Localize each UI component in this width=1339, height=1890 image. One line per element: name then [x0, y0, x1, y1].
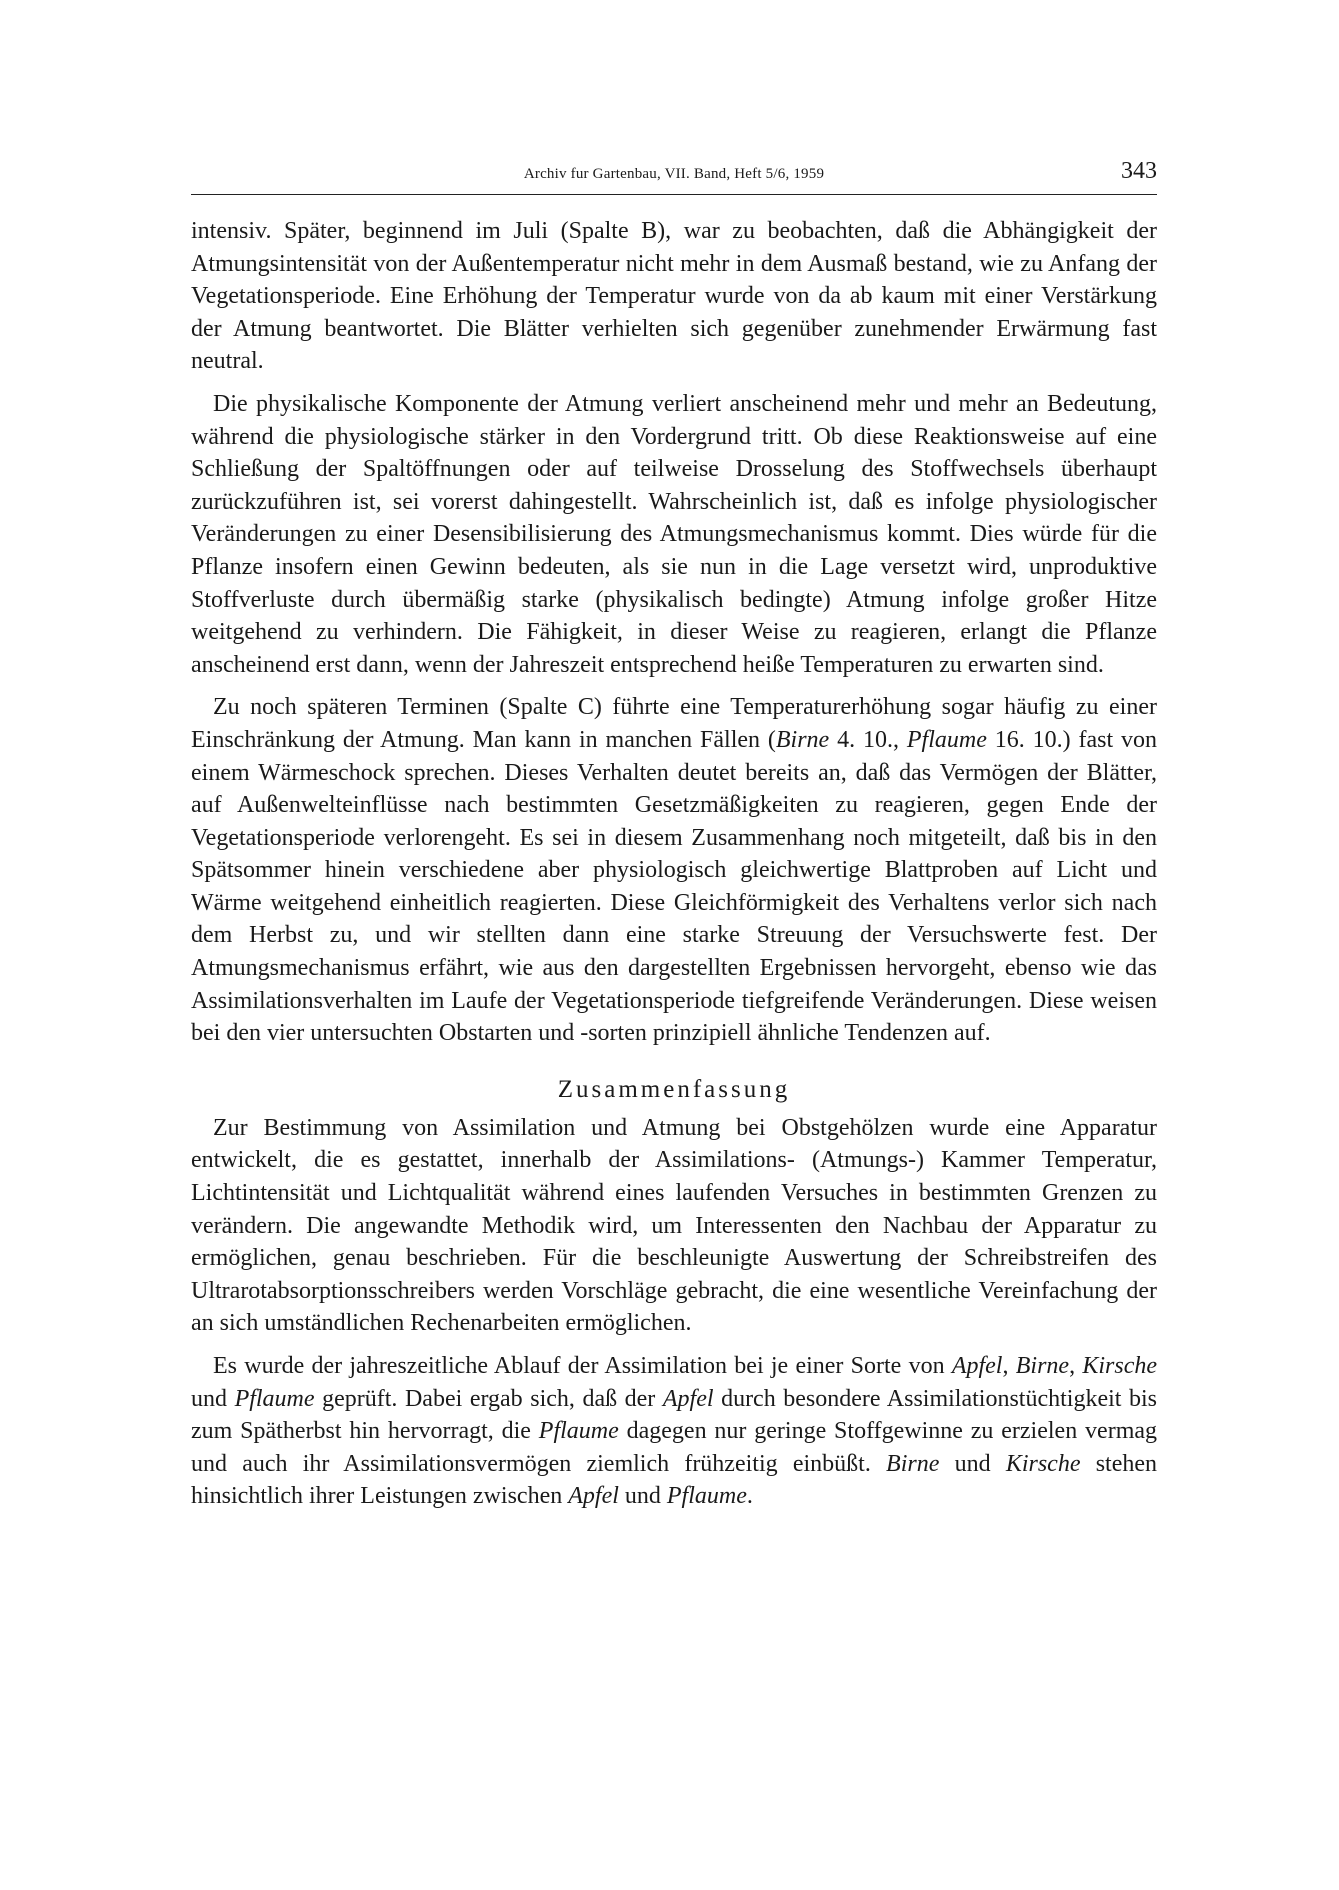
summary-p2-s10: und: [618, 1483, 667, 1510]
summary-p2-s5: geprüft. Dabei ergab sich, daß der: [314, 1385, 663, 1412]
summary-p2-s3: ,: [1069, 1353, 1083, 1379]
species-pflaume: Pflaume: [906, 726, 987, 753]
paragraph-2: Die physikalische Komponente der Atmung verliert anscheinend mehr und mehr an Bedeutung, während die physiologische stärker in den Vordergrund tritt. Ob diese Reaktionsweise auf eine Schließung der Spaltöffnungen oder auf teilweise Drosselung des Stoffwechsels überhaupt zurückzuführen ist, sei vorerst dahingestellt. Wahrscheinlich ist, daß es infolge physiologischer Veränderungen zu einer Desensibilisierung des Atmungsmechanismus kommt. Dies würde für die Pflanze insofern einen Gewinn bedeuten, als sie nun in die Lage versetzt wird, unproduktive Stoffverluste durch übermäßig starke (physikalisch bedingte) Atmung infolge großer Hitze weitgehend zu verhindern. Die Fähigkeit, in dieser Weise zu reagieren, erlangt die Pflanze anscheinend erst dann, wenn der Jahreszeit entsprechend heiße Temperaturen zu erwarten sind.: [191, 390, 1157, 678]
species-pflaume: Pflaume: [234, 1385, 315, 1412]
species-apfel: Apfel: [662, 1385, 714, 1412]
summary-p2-s1: Es wurde der jahreszeitliche Ablauf der Assimilation bei je einer Sorte von: [213, 1353, 952, 1379]
species-pflaume: Pflaume: [538, 1418, 619, 1445]
paragraph-1: intensiv. Später, beginnend im Juli (Spalte B), war zu beobachten, daß die Abhängigkeit der Atmungsintensität von der Außentemperatur nicht mehr in dem Ausmaß bestand, wie zu Anfang der Vegetationsperiode. Eine Erhöhung der Temperatur wurde von da ab kaum mit einer Verstärkung der Atmung beantwortet. Die Blätter verhielten sich gegenüber zunehmender Erwärmung fast neutral.: [191, 218, 1157, 375]
species-birne: Birne: [1015, 1353, 1070, 1379]
species-apfel: Apfel: [951, 1353, 1003, 1379]
body-text: [191, 215, 1157, 1513]
species-pflaume: Pflaume: [666, 1483, 747, 1510]
summary-p2-s7: dagegen nur geringe Stoffgewinne zu erzielen vermag und auch ihr Assimilationsvermögen ziemlich frühzeitig einbüßt.: [191, 1418, 1158, 1477]
species-birne: Birne: [775, 726, 830, 753]
summary-p2-s11: .: [746, 1483, 753, 1510]
paragraph-3-part-2: 4. 10.,: [829, 726, 907, 753]
summary-p2-s9: stehen hinsichtlich ihrer Leistungen zwischen: [191, 1450, 1158, 1510]
summary-p2-s6: durch besondere Assimilationstüchtigkeit bis zum Spätherbst hin hervorragt, die: [191, 1385, 1158, 1445]
paragraph-3-part-1: Zu noch späteren Terminen (Spalte C) führte eine Temperaturerhöhung sogar häufig zu einer Einschränkung der Atmung. Man kann in manchen Fällen (: [191, 694, 1157, 753]
summary-p2-s2: ,: [1002, 1353, 1016, 1379]
species-kirsche: Kirsche: [1082, 1353, 1158, 1379]
summary-p2-s8: und: [939, 1450, 1006, 1477]
species-birne: Birne: [886, 1450, 940, 1477]
summary-paragraph-2: [191, 1350, 1157, 1513]
paragraph-3-part-3: 16. 10.) fast von einem Wärmeschock sprechen. Dieses Verhalten deutet bereits an, daß das Vermögen der Blätter, auf Außenwelteinflüsse nach bestimmten Gesetzmäßigkeiten zu reagieren, gegen Ende der Vegetationsperiode verlorengeht. Es sei in diesem Zusammenhang noch mitgeteilt, daß bis in den Spätsommer hinein verschiedene aber physiologisch gleichwertige Blattproben auf Licht und Wärme weitgehend einheitlich reagierten. Diese Gleichförmigkeit des Verhaltens verlor sich nach dem Herbst zu, und wir stellten dann eine starke Streuung der Versuchswerte fest. Der Atmungsmechanismus erfährt, wie aus den dargestellten Ergebnissen hervorgeht, ebenso wie das Assimilationsverhalten im Laufe der Vegetationsperiode tiefgreifende Veränderungen. Diese weisen bei den vier untersuchten Obstarten und -sorten prinzipiell ähnliche Tendenzen auf.: [191, 726, 1157, 1047]
document-page: [191, 158, 1157, 1523]
running-header: [191, 158, 1157, 195]
summary-paragraph-1: Zur Bestimmung von Assimilation und Atmung bei Obstgehölzen wurde eine Apparatur entwickelt, die es gestattet, innerhalb der Assimilations- (Atmungs-) Kammer Temperatur, Lichtintensität und Lichtqualität während eines laufenden Versuches in bestimmten Grenzen zu verändern. Die angewandte Methodik wird, um Interessenten den Nachbau der Apparatur zu ermöglichen, genau beschrieben. Für die beschleunigte Auswertung der Schreibstreifen des Ultrarotabsorptionsschreibers werden Vorschläge gebracht, die eine wesentliche Vereinfachung der an sich umständlichen Rechenarbeiten ermöglichen.: [191, 1114, 1157, 1337]
page-number: 343: [1121, 158, 1157, 184]
summary-p2-s4: und: [191, 1385, 235, 1412]
species-apfel: Apfel: [568, 1483, 619, 1510]
section-heading-summary: Zusammenfassung: [557, 1075, 791, 1103]
journal-citation: Archiv fur Gartenbau, VII. Band, Heft 5/6, 1959: [523, 166, 825, 182]
paragraph-3: [191, 691, 1157, 1050]
species-kirsche: Kirsche: [1005, 1450, 1081, 1477]
